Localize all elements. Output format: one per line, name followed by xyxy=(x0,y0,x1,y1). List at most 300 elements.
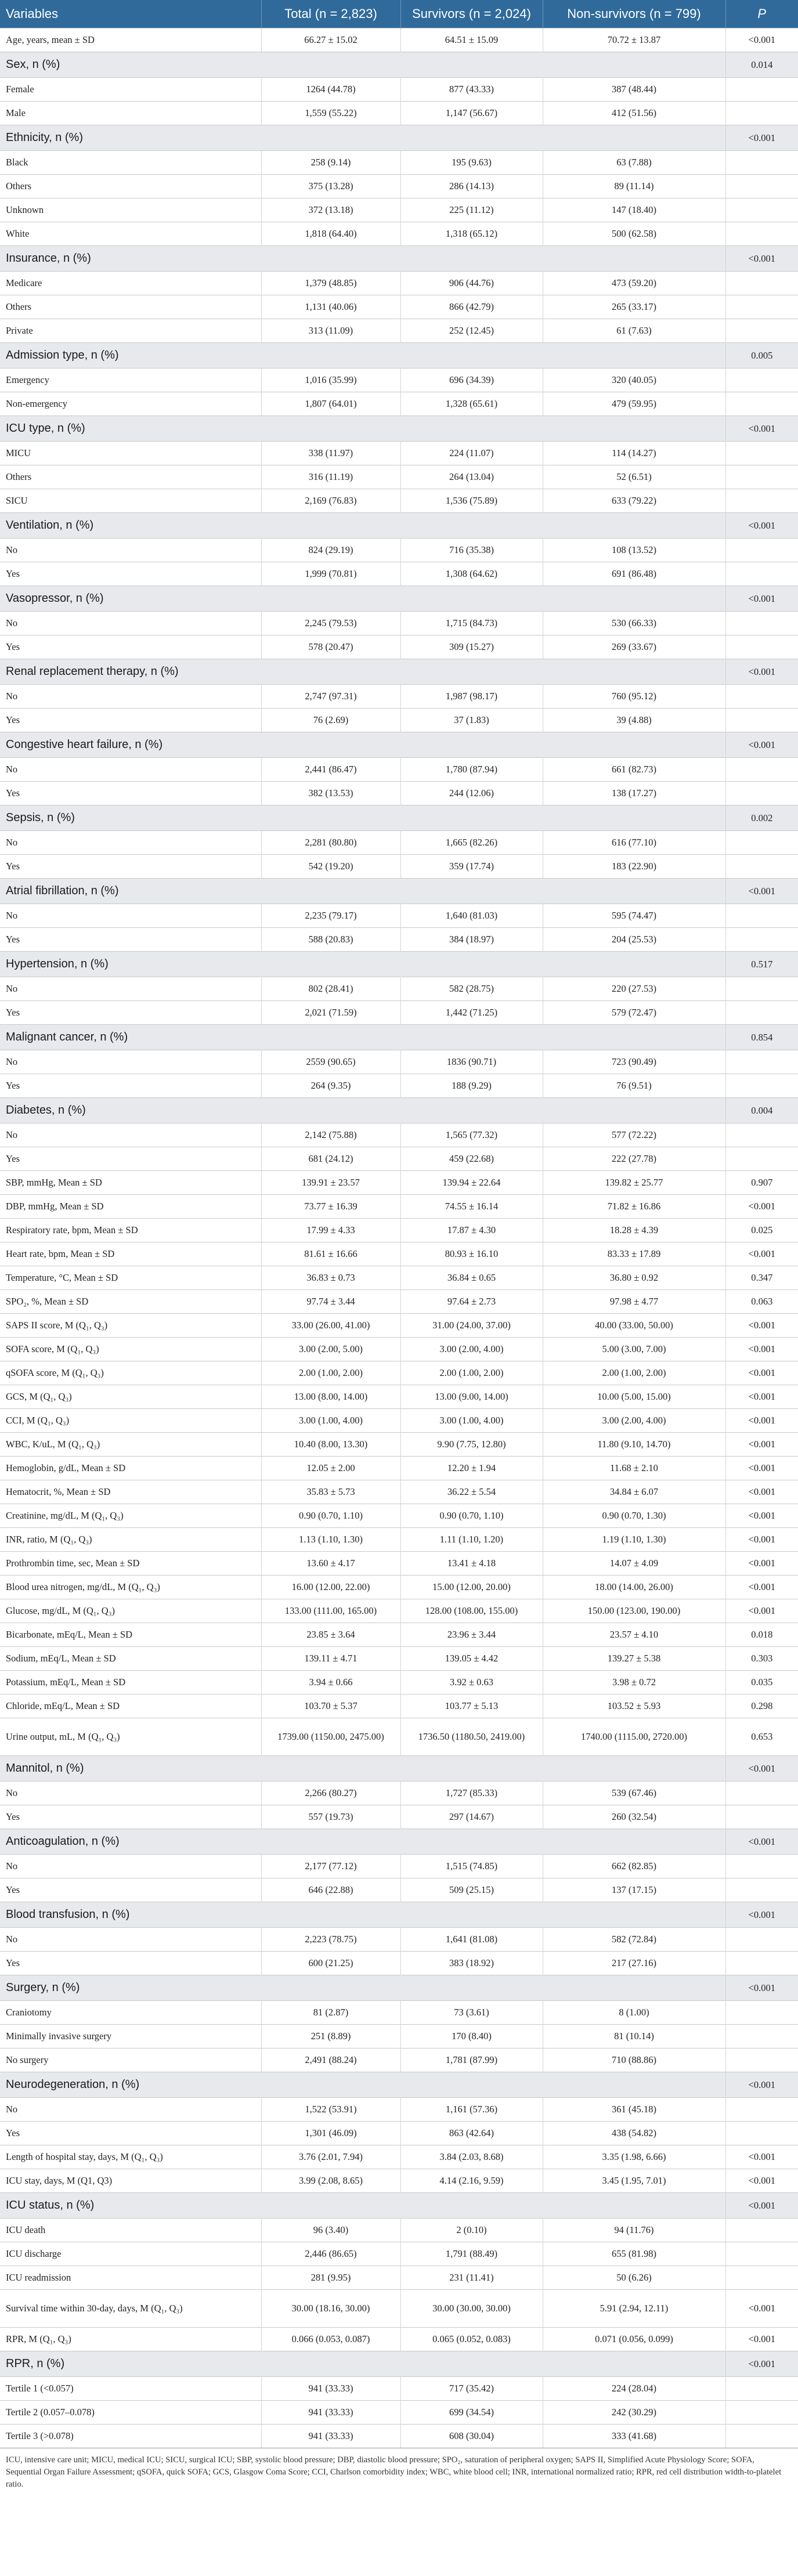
non-survivors-value: 97.98 ± 4.77 xyxy=(543,1290,725,1314)
survivors-value: 359 (17.74) xyxy=(400,855,543,879)
non-survivors-value: 479 (59.95) xyxy=(543,392,725,416)
table-row xyxy=(0,2290,798,2328)
total-value: 2,245 (79.53) xyxy=(261,612,400,635)
survivors-value: 1836 (90.71) xyxy=(400,1050,543,1074)
variable-label: Private xyxy=(0,319,261,343)
section-header-row xyxy=(0,952,798,977)
survivors-value: 0.065 (0.052, 0.083) xyxy=(400,2328,543,2351)
total-value: 1,301 (46.09) xyxy=(261,2122,400,2145)
non-survivors-value: 500 (62.58) xyxy=(543,222,725,246)
p-value xyxy=(725,2377,798,2401)
variable-label: No xyxy=(0,904,261,928)
total-value: 251 (8.89) xyxy=(261,2025,400,2048)
p-value xyxy=(725,1855,798,1878)
non-survivors-value: 260 (32.54) xyxy=(543,1805,725,1829)
non-survivors-value: 3.00 (2.00, 4.00) xyxy=(543,1409,725,1433)
survivors-value: 1,781 (87.99) xyxy=(400,2048,543,2072)
non-survivors-value: 616 (77.10) xyxy=(543,831,725,855)
p-value: <0.001 xyxy=(725,1457,798,1480)
section-label: Congestive heart failure, n (%) xyxy=(0,732,725,758)
variable-label: SAPS II score, M (Q₁, Q₃) xyxy=(0,1314,261,1338)
p-value xyxy=(725,151,798,175)
variable-label: Hemoglobin, g/dL, Mean ± SD xyxy=(0,1457,261,1480)
survivors-value: 717 (35.42) xyxy=(400,2377,543,2401)
survivors-value: 139.05 ± 4.42 xyxy=(400,1647,543,1671)
table-row xyxy=(0,1433,798,1457)
p-value: <0.001 xyxy=(725,1756,798,1782)
p-value xyxy=(725,1050,798,1074)
total-value: 76 (2.69) xyxy=(261,709,400,732)
survivors-value: 309 (15.27) xyxy=(400,635,543,659)
p-value: 0.035 xyxy=(725,1671,798,1695)
survivors-value: 1,715 (84.73) xyxy=(400,612,543,635)
variable-label: ICU readmission xyxy=(0,2266,261,2290)
table-row xyxy=(0,102,798,125)
section-label: Neurodegeneration, n (%) xyxy=(0,2072,725,2098)
table-row xyxy=(0,1457,798,1480)
variable-label: No xyxy=(0,2098,261,2122)
total-value: 258 (9.14) xyxy=(261,151,400,175)
table-row xyxy=(0,2328,798,2351)
total-value: 2,142 (75.88) xyxy=(261,1123,400,1147)
non-survivors-value: 18.00 (14.00, 26.00) xyxy=(543,1576,725,1599)
non-survivors-value: 137 (17.15) xyxy=(543,1878,725,1902)
variable-label: Creatinine, mg/dL, M (Q₁, Q₃) xyxy=(0,1504,261,1528)
survivors-value: 459 (22.68) xyxy=(400,1147,543,1171)
non-survivors-value: 3.35 (1.98, 6.66) xyxy=(543,2145,725,2169)
total-value: 824 (29.19) xyxy=(261,539,400,562)
section-label: ICU type, n (%) xyxy=(0,416,725,442)
variable-label: Yes xyxy=(0,855,261,879)
p-value: 0.298 xyxy=(725,1695,798,1718)
variable-label: No xyxy=(0,685,261,709)
table-row xyxy=(0,928,798,952)
table-row xyxy=(0,1576,798,1599)
variable-label: Age, years, mean ± SD xyxy=(0,28,261,52)
non-survivors-value: 18.28 ± 4.39 xyxy=(543,1219,725,1242)
total-value: 2,021 (71.59) xyxy=(261,1001,400,1025)
p-value: <0.001 xyxy=(725,1480,798,1504)
survivors-value: 906 (44.76) xyxy=(400,272,543,295)
p-value: <0.001 xyxy=(725,2193,798,2219)
table-row xyxy=(0,1928,798,1952)
table-row xyxy=(0,2001,798,2025)
total-value: 1,379 (48.85) xyxy=(261,272,400,295)
survivors-value: 3.92 ± 0.63 xyxy=(400,1671,543,1695)
total-value: 13.00 (8.00, 14.00) xyxy=(261,1385,400,1409)
variable-label: Yes xyxy=(0,709,261,732)
total-value: 2,177 (77.12) xyxy=(261,1855,400,1878)
p-value xyxy=(725,855,798,879)
variable-label: No xyxy=(0,612,261,635)
table-row xyxy=(0,1123,798,1147)
non-survivors-value: 204 (25.53) xyxy=(543,928,725,952)
variable-label: Temperature, °C, Mean ± SD xyxy=(0,1266,261,1290)
survivors-value: 1,987 (98.17) xyxy=(400,685,543,709)
total-value: 139.91 ± 23.57 xyxy=(261,1171,400,1195)
p-value: <0.001 xyxy=(725,2072,798,2098)
section-header-row xyxy=(0,52,798,78)
table-row xyxy=(0,1171,798,1195)
non-survivors-value: 710 (88.86) xyxy=(543,2048,725,2072)
non-survivors-value: 691 (86.48) xyxy=(543,562,725,586)
p-value xyxy=(725,2425,798,2448)
p-value: <0.001 xyxy=(725,1528,798,1552)
non-survivors-value: 76 (9.51) xyxy=(543,1074,725,1098)
total-value: 133.00 (111.00, 165.00) xyxy=(261,1599,400,1623)
survivors-value: 1,536 (75.89) xyxy=(400,489,543,513)
total-value: 1.13 (1.10, 1.30) xyxy=(261,1528,400,1552)
variable-label: Unknown xyxy=(0,198,261,222)
survivors-value: 1,665 (82.26) xyxy=(400,831,543,855)
non-survivors-value: 333 (41.68) xyxy=(543,2425,725,2448)
p-value xyxy=(725,1928,798,1952)
table-row xyxy=(0,2025,798,2048)
non-survivors-value: 412 (51.56) xyxy=(543,102,725,125)
p-value: <0.001 xyxy=(725,1433,798,1457)
table-row xyxy=(0,2377,798,2401)
total-value: 1,818 (64.40) xyxy=(261,222,400,246)
p-value: <0.001 xyxy=(725,1361,798,1385)
total-value: 316 (11.19) xyxy=(261,465,400,489)
p-value: <0.001 xyxy=(725,513,798,539)
p-value xyxy=(725,2025,798,2048)
non-survivors-value: 387 (48.44) xyxy=(543,78,725,102)
section-header-row xyxy=(0,1756,798,1782)
total-value: 646 (22.88) xyxy=(261,1878,400,1902)
variable-label: Tertile 2 (0.057–0.078) xyxy=(0,2401,261,2425)
table-row xyxy=(0,392,798,416)
survivors-value: 1.11 (1.10, 1.20) xyxy=(400,1528,543,1552)
non-survivors-value: 114 (14.27) xyxy=(543,442,725,465)
variable-label: No xyxy=(0,1050,261,1074)
table-row xyxy=(0,1952,798,1975)
table-row xyxy=(0,1805,798,1829)
total-value: 3.76 (2.01, 7.94) xyxy=(261,2145,400,2169)
variable-label: Emergency xyxy=(0,368,261,392)
p-value xyxy=(725,758,798,782)
non-survivors-value: 582 (72.84) xyxy=(543,1928,725,1952)
non-survivors-value: 5.91 (2.94, 12.11) xyxy=(543,2290,725,2328)
p-value: 0.653 xyxy=(725,1718,798,1756)
non-survivors-value: 83.33 ± 17.89 xyxy=(543,1242,725,1266)
p-value: 0.347 xyxy=(725,1266,798,1290)
survivors-value: 17.87 ± 4.30 xyxy=(400,1219,543,1242)
survivors-value: 36.22 ± 5.54 xyxy=(400,1480,543,1504)
table-row xyxy=(0,1338,798,1361)
variable-label: ICU stay, days, M (Q1, Q3) xyxy=(0,2169,261,2193)
survivors-value: 37 (1.83) xyxy=(400,709,543,732)
table-row xyxy=(0,1623,798,1647)
table-row xyxy=(0,977,798,1001)
p-value: <0.001 xyxy=(725,586,798,612)
non-survivors-value: 36.80 ± 0.92 xyxy=(543,1266,725,1290)
p-value: <0.001 xyxy=(725,1504,798,1528)
table-row xyxy=(0,319,798,343)
p-value xyxy=(725,635,798,659)
survivors-value: 1,515 (74.85) xyxy=(400,1855,543,1878)
total-value: 96 (3.40) xyxy=(261,2219,400,2242)
variable-label: Yes xyxy=(0,562,261,586)
non-survivors-value: 662 (82.85) xyxy=(543,1855,725,1878)
p-value: <0.001 xyxy=(725,659,798,685)
p-value: 0.002 xyxy=(725,805,798,831)
survivors-value: 1,318 (65.12) xyxy=(400,222,543,246)
total-value: 0.90 (0.70, 1.10) xyxy=(261,1504,400,1528)
variable-label: DBP, mmHg, Mean ± SD xyxy=(0,1195,261,1219)
variable-label: Yes xyxy=(0,1074,261,1098)
table-row xyxy=(0,1074,798,1098)
survivors-value: 252 (12.45) xyxy=(400,319,543,343)
table-row xyxy=(0,1528,798,1552)
p-value xyxy=(725,102,798,125)
survivors-value: 286 (14.13) xyxy=(400,175,543,198)
survivors-value: 3.00 (1.00, 4.00) xyxy=(400,1409,543,1433)
table-row xyxy=(0,758,798,782)
variable-label: Tertile 1 (<0.057) xyxy=(0,2377,261,2401)
table-row xyxy=(0,855,798,879)
survivors-value: 2 (0.10) xyxy=(400,2219,543,2242)
non-survivors-value: 577 (72.22) xyxy=(543,1123,725,1147)
survivors-value: 231 (11.41) xyxy=(400,2266,543,2290)
p-value: <0.001 xyxy=(725,125,798,151)
variable-label: Yes xyxy=(0,635,261,659)
survivors-value: 103.77 ± 5.13 xyxy=(400,1695,543,1718)
p-value: <0.001 xyxy=(725,1552,798,1576)
total-value: 3.99 (2.08, 8.65) xyxy=(261,2169,400,2193)
table-row xyxy=(0,1695,798,1718)
p-value: 0.854 xyxy=(725,1025,798,1050)
total-value: 2,169 (76.83) xyxy=(261,489,400,513)
non-survivors-value: 139.82 ± 25.77 xyxy=(543,1171,725,1195)
non-survivors-value: 1740.00 (1115.00, 2720.00) xyxy=(543,1718,725,1756)
table-footnote: ICU, intensive care unit; MICU, medical ICU; SICU, surgical ICU; SBP, systolic blood pressure; DBP, diastolic blood pressure; SPO₂, saturation of peripheral oxygen; SAPS II, Simplified Acute Physiology Score; SOFA, Sequential Organ Failure Assessment; qSOFA, quick SOFA; GCS, Glasgow Coma Score; CCI, Charlson comorbidity index; WBC, white blood cell; INR, international normalized ratio; RPR, red cell distribution width-to-platelet ratio. xyxy=(0,2448,798,2491)
survivors-value: 31.00 (24.00, 37.00) xyxy=(400,1314,543,1338)
table-row xyxy=(0,2425,798,2448)
total-value: 2559 (90.65) xyxy=(261,1050,400,1074)
table-row xyxy=(0,465,798,489)
variable-label: Black xyxy=(0,151,261,175)
variable-label: MICU xyxy=(0,442,261,465)
p-value xyxy=(725,1782,798,1805)
total-value: 3.00 (2.00, 5.00) xyxy=(261,1338,400,1361)
variable-label: Medicare xyxy=(0,272,261,295)
survivors-value: 13.00 (9.00, 14.00) xyxy=(400,1385,543,1409)
total-value: 1,999 (70.81) xyxy=(261,562,400,586)
p-value xyxy=(725,612,798,635)
variable-label: Hematocrit, %, Mean ± SD xyxy=(0,1480,261,1504)
variable-label: Yes xyxy=(0,928,261,952)
table-row xyxy=(0,612,798,635)
variable-label: No xyxy=(0,539,261,562)
total-value: 1,522 (53.91) xyxy=(261,2098,400,2122)
total-value: 542 (19.20) xyxy=(261,855,400,879)
total-value: 16.00 (12.00, 22.00) xyxy=(261,1576,400,1599)
variable-label: No xyxy=(0,831,261,855)
table-row xyxy=(0,28,798,52)
p-value xyxy=(725,2098,798,2122)
p-value xyxy=(725,1123,798,1147)
non-survivors-value: 23.57 ± 4.10 xyxy=(543,1623,725,1647)
variable-label: Yes xyxy=(0,1878,261,1902)
p-value xyxy=(725,1001,798,1025)
non-survivors-value: 217 (27.16) xyxy=(543,1952,725,1975)
survivors-value: 3.00 (2.00, 4.00) xyxy=(400,1338,543,1361)
total-value: 3.00 (1.00, 4.00) xyxy=(261,1409,400,1433)
section-header-row xyxy=(0,343,798,368)
survivors-value: 866 (42.79) xyxy=(400,295,543,319)
variable-label: Heart rate, bpm, Mean ± SD xyxy=(0,1242,261,1266)
p-value xyxy=(725,1952,798,1975)
survivors-value: 188 (9.29) xyxy=(400,1074,543,1098)
p-value: <0.001 xyxy=(725,28,798,52)
p-value: <0.001 xyxy=(725,1195,798,1219)
table-row xyxy=(0,1290,798,1314)
total-value: 941 (33.33) xyxy=(261,2401,400,2425)
total-value: 66.27 ± 15.02 xyxy=(261,28,400,52)
total-value: 802 (28.41) xyxy=(261,977,400,1001)
non-survivors-value: 138 (17.27) xyxy=(543,782,725,805)
non-survivors-value: 183 (22.90) xyxy=(543,855,725,879)
total-value: 2,446 (86.65) xyxy=(261,2242,400,2266)
non-survivors-value: 2.00 (1.00, 2.00) xyxy=(543,1361,725,1385)
survivors-value: 509 (25.15) xyxy=(400,1878,543,1902)
survivors-value: 1,727 (85.33) xyxy=(400,1782,543,1805)
survivors-value: 74.55 ± 16.14 xyxy=(400,1195,543,1219)
section-label: Vasopressor, n (%) xyxy=(0,586,725,612)
total-value: 375 (13.28) xyxy=(261,175,400,198)
non-survivors-value: 63 (7.88) xyxy=(543,151,725,175)
non-survivors-value: 50 (6.26) xyxy=(543,2266,725,2290)
p-value xyxy=(725,1147,798,1171)
variable-label: Others xyxy=(0,465,261,489)
table-row xyxy=(0,1266,798,1290)
total-value: 2,491 (88.24) xyxy=(261,2048,400,2072)
table-row xyxy=(0,2219,798,2242)
non-survivors-value: 147 (18.40) xyxy=(543,198,725,222)
table-body xyxy=(0,28,798,2448)
section-header-row xyxy=(0,1098,798,1123)
variable-label: Yes xyxy=(0,1001,261,1025)
table-row xyxy=(0,368,798,392)
table-row xyxy=(0,782,798,805)
section-label: Anticoagulation, n (%) xyxy=(0,1829,725,1855)
survivors-value: 97.64 ± 2.73 xyxy=(400,1290,543,1314)
total-value: 81 (2.87) xyxy=(261,2001,400,2025)
p-value: 0.018 xyxy=(725,1623,798,1647)
variable-label: Tertile 3 (>0.078) xyxy=(0,2425,261,2448)
variable-label: Potassium, mEq/L, Mean ± SD xyxy=(0,1671,261,1695)
p-value xyxy=(725,685,798,709)
survivors-value: 1,308 (64.62) xyxy=(400,562,543,586)
p-value xyxy=(725,442,798,465)
variable-label: Blood urea nitrogen, mg/dL, M (Q₁, Q₃) xyxy=(0,1576,261,1599)
total-value: 0.066 (0.053, 0.087) xyxy=(261,2328,400,2351)
p-value xyxy=(725,175,798,198)
table-row xyxy=(0,1195,798,1219)
variable-label: Yes xyxy=(0,782,261,805)
table-row xyxy=(0,222,798,246)
survivors-value: 30.00 (30.00, 30.00) xyxy=(400,2290,543,2328)
total-value: 281 (9.95) xyxy=(261,2266,400,2290)
variable-label: CCI, M (Q₁, Q₃) xyxy=(0,1409,261,1433)
non-survivors-value: 61 (7.63) xyxy=(543,319,725,343)
table-row xyxy=(0,1552,798,1576)
section-label: RPR, n (%) xyxy=(0,2351,725,2377)
non-survivors-value: 539 (67.46) xyxy=(543,1782,725,1805)
non-survivors-value: 139.27 ± 5.38 xyxy=(543,1647,725,1671)
non-survivors-value: 40.00 (33.00, 50.00) xyxy=(543,1314,725,1338)
section-header-row xyxy=(0,1829,798,1855)
section-header-row xyxy=(0,586,798,612)
non-survivors-value: 11.68 ± 2.10 xyxy=(543,1457,725,1480)
table-row xyxy=(0,1647,798,1671)
non-survivors-value: 222 (27.78) xyxy=(543,1147,725,1171)
variable-label: Respiratory rate, bpm, Mean ± SD xyxy=(0,1219,261,1242)
non-survivors-value: 14.07 ± 4.09 xyxy=(543,1552,725,1576)
p-value: <0.001 xyxy=(725,1242,798,1266)
table-row xyxy=(0,1050,798,1074)
survivors-value: 264 (13.04) xyxy=(400,465,543,489)
section-label: Ethnicity, n (%) xyxy=(0,125,725,151)
non-survivors-value: 3.45 (1.95, 7.01) xyxy=(543,2169,725,2193)
p-value: 0.014 xyxy=(725,52,798,78)
total-value: 382 (13.53) xyxy=(261,782,400,805)
p-value xyxy=(725,1074,798,1098)
variable-label: Sodium, mEq/L, Mean ± SD xyxy=(0,1647,261,1671)
p-value xyxy=(725,928,798,952)
non-survivors-value: 70.72 ± 13.87 xyxy=(543,28,725,52)
variable-label: Bicarbonate, mEq/L, Mean ± SD xyxy=(0,1623,261,1647)
total-value: 23.85 ± 3.64 xyxy=(261,1623,400,1647)
table-header-row xyxy=(0,0,798,28)
variable-label: INR, ratio, M (Q₁, Q₃) xyxy=(0,1528,261,1552)
survivors-value: 73 (3.61) xyxy=(400,2001,543,2025)
header-total: Total (n = 2,823) xyxy=(261,0,400,28)
table-row xyxy=(0,78,798,102)
p-value xyxy=(725,78,798,102)
total-value: 338 (11.97) xyxy=(261,442,400,465)
variable-label: Others xyxy=(0,295,261,319)
p-value xyxy=(725,2219,798,2242)
variable-label: Others xyxy=(0,175,261,198)
section-header-row xyxy=(0,879,798,904)
non-survivors-value: 723 (90.49) xyxy=(543,1050,725,1074)
survivors-value: 4.14 (2.16, 9.59) xyxy=(400,2169,543,2193)
variable-label: Male xyxy=(0,102,261,125)
section-label: ICU status, n (%) xyxy=(0,2193,725,2219)
variable-label: Urine output, mL, M (Q₁, Q₃) xyxy=(0,1718,261,1756)
survivors-value: 384 (18.97) xyxy=(400,928,543,952)
non-survivors-value: 579 (72.47) xyxy=(543,1001,725,1025)
survivors-value: 3.84 (2.03, 8.68) xyxy=(400,2145,543,2169)
variable-label: No xyxy=(0,1928,261,1952)
p-value: <0.001 xyxy=(725,1902,798,1928)
total-value: 313 (11.09) xyxy=(261,319,400,343)
total-value: 33.00 (26.00, 41.00) xyxy=(261,1314,400,1338)
total-value: 73.77 ± 16.39 xyxy=(261,1195,400,1219)
table-row xyxy=(0,685,798,709)
total-value: 264 (9.35) xyxy=(261,1074,400,1098)
survivors-value: 863 (42.64) xyxy=(400,2122,543,2145)
p-value: <0.001 xyxy=(725,2328,798,2351)
header-survivors: Survivors (n = 2,024) xyxy=(400,0,543,28)
survivors-value: 0.90 (0.70, 1.10) xyxy=(400,1504,543,1528)
table-row xyxy=(0,2266,798,2290)
survivors-value: 9.90 (7.75, 12.80) xyxy=(400,1433,543,1457)
table-row xyxy=(0,1361,798,1385)
p-value xyxy=(725,977,798,1001)
